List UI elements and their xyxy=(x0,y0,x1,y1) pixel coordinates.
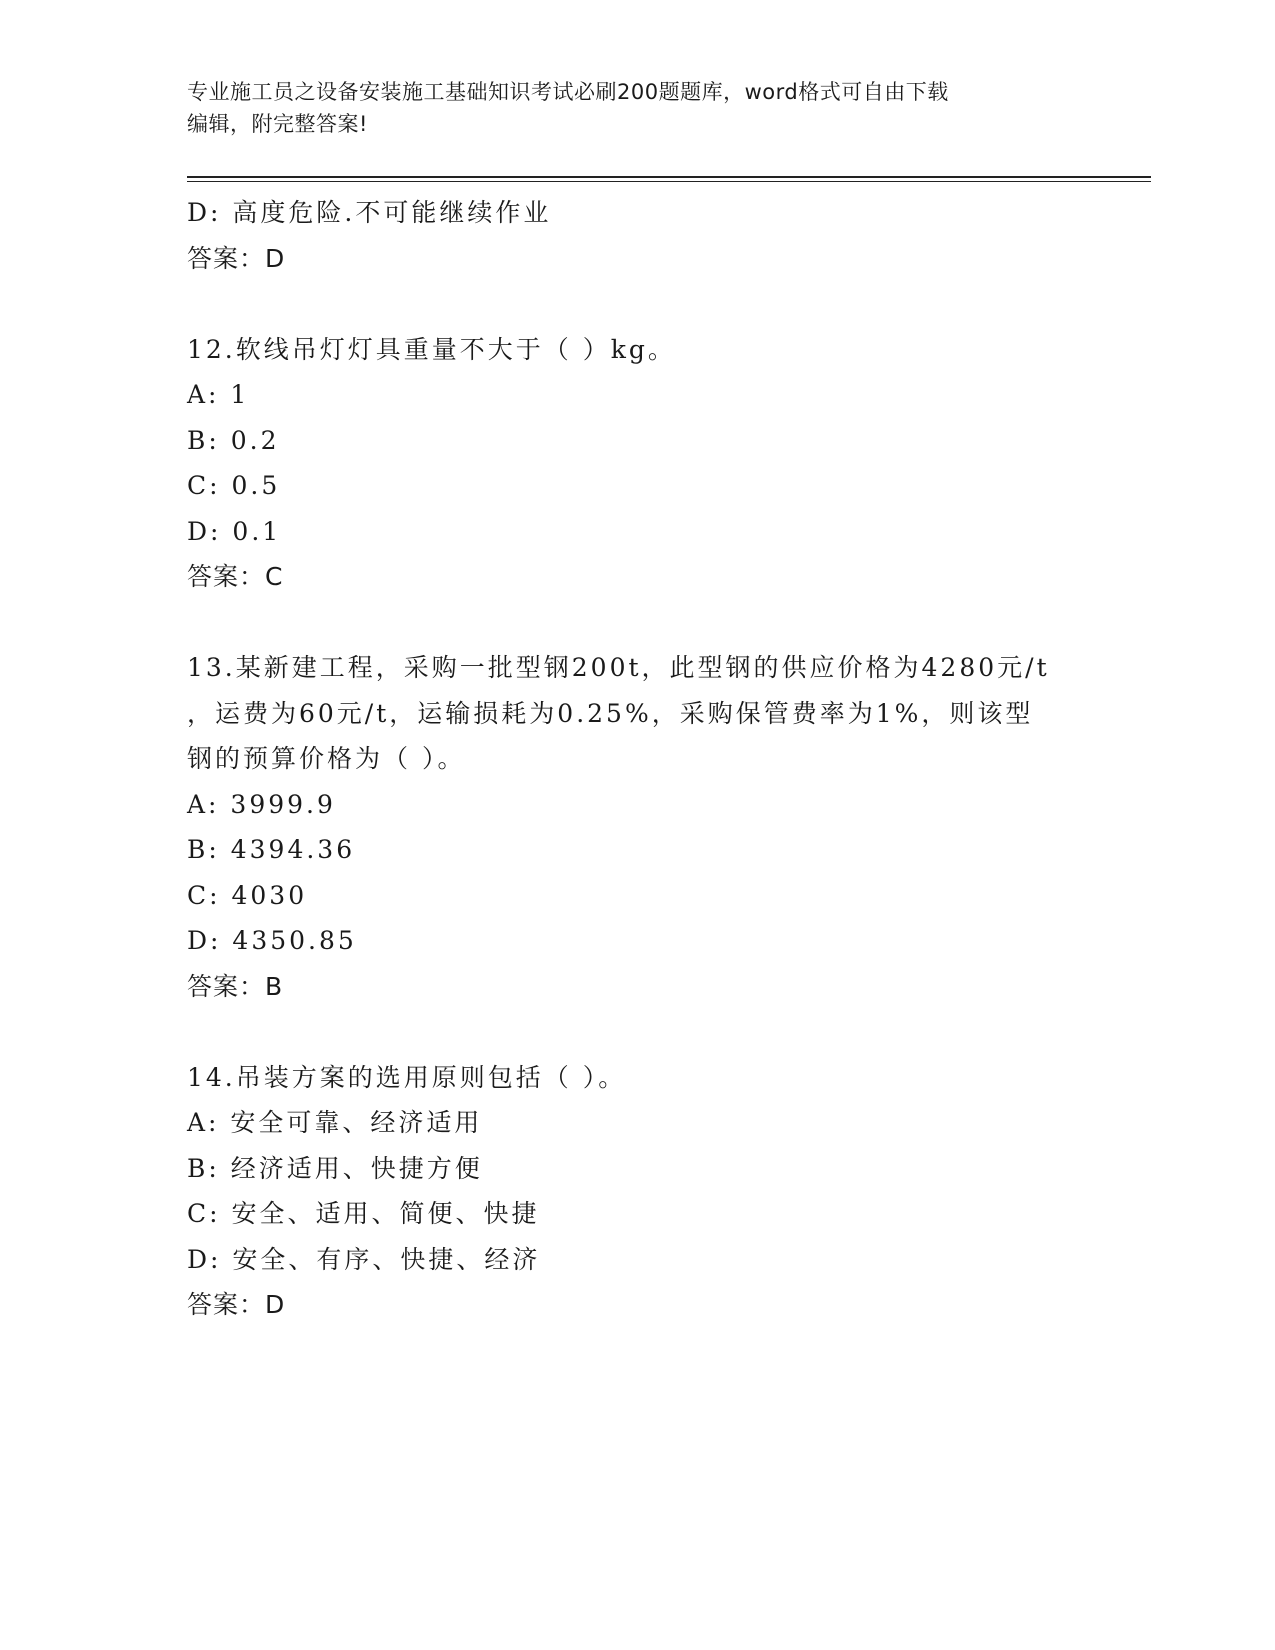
q12-option-c: C: 0.5 xyxy=(187,471,281,500)
page-header xyxy=(187,76,1087,140)
q13-stem-line-3: 钢的预算价格为（ ）。 xyxy=(187,744,466,773)
q14-option-c: C: 安全、适用、简便、快捷 xyxy=(187,1199,540,1228)
question-list xyxy=(187,190,1087,1328)
q12-stem: 12.软线吊灯灯具重量不大于（ ）kg。 xyxy=(187,334,676,364)
q14-option-b: B: 经济适用、快捷方便 xyxy=(187,1153,483,1183)
q12-option-d: D: 0.1 xyxy=(187,516,282,546)
q12-answer: 答案：C xyxy=(187,562,284,591)
header-title-line-1: 专业施工员之设备安装施工基础知识考试必刷200题题库，word格式可自由下载 xyxy=(187,80,949,104)
q13-option-d: D: 4350.85 xyxy=(187,926,357,955)
prev-option-d: D: 高度危险.不可能继续作业 xyxy=(187,198,552,227)
q14-answer: 答案：D xyxy=(187,1290,286,1319)
q14-option-d: D: 安全、有序、快捷、经济 xyxy=(187,1244,541,1274)
q14-option-a: A: 安全可靠、经济适用 xyxy=(187,1108,483,1137)
q14-stem: 14.吊装方案的选用原则包括（ ）。 xyxy=(187,1062,627,1092)
q13-stem-line-1: 13.某新建工程，采购一批型钢200t，此型钢的供应价格为4280元/t xyxy=(187,653,1050,682)
header-divider-thick xyxy=(187,176,1151,178)
header-divider-thin xyxy=(187,181,1151,182)
header-title-line-2: 编辑，附完整答案! xyxy=(187,112,368,136)
q12-option-a: A: 1 xyxy=(187,380,250,409)
q13-answer: 答案：B xyxy=(187,971,284,1001)
prev-answer: 答案：D xyxy=(187,243,286,273)
q13-stem-line-2: ，运费为60元/t，运输损耗为0.25%，采购保管费率为1%，则该型 xyxy=(187,698,1034,728)
q13-option-a: A: 3999.9 xyxy=(187,789,336,819)
q13-option-b: B: 4394.36 xyxy=(187,835,356,864)
q13-option-c: C: 4030 xyxy=(187,880,308,910)
q12-option-b: B: 0.2 xyxy=(187,425,280,455)
